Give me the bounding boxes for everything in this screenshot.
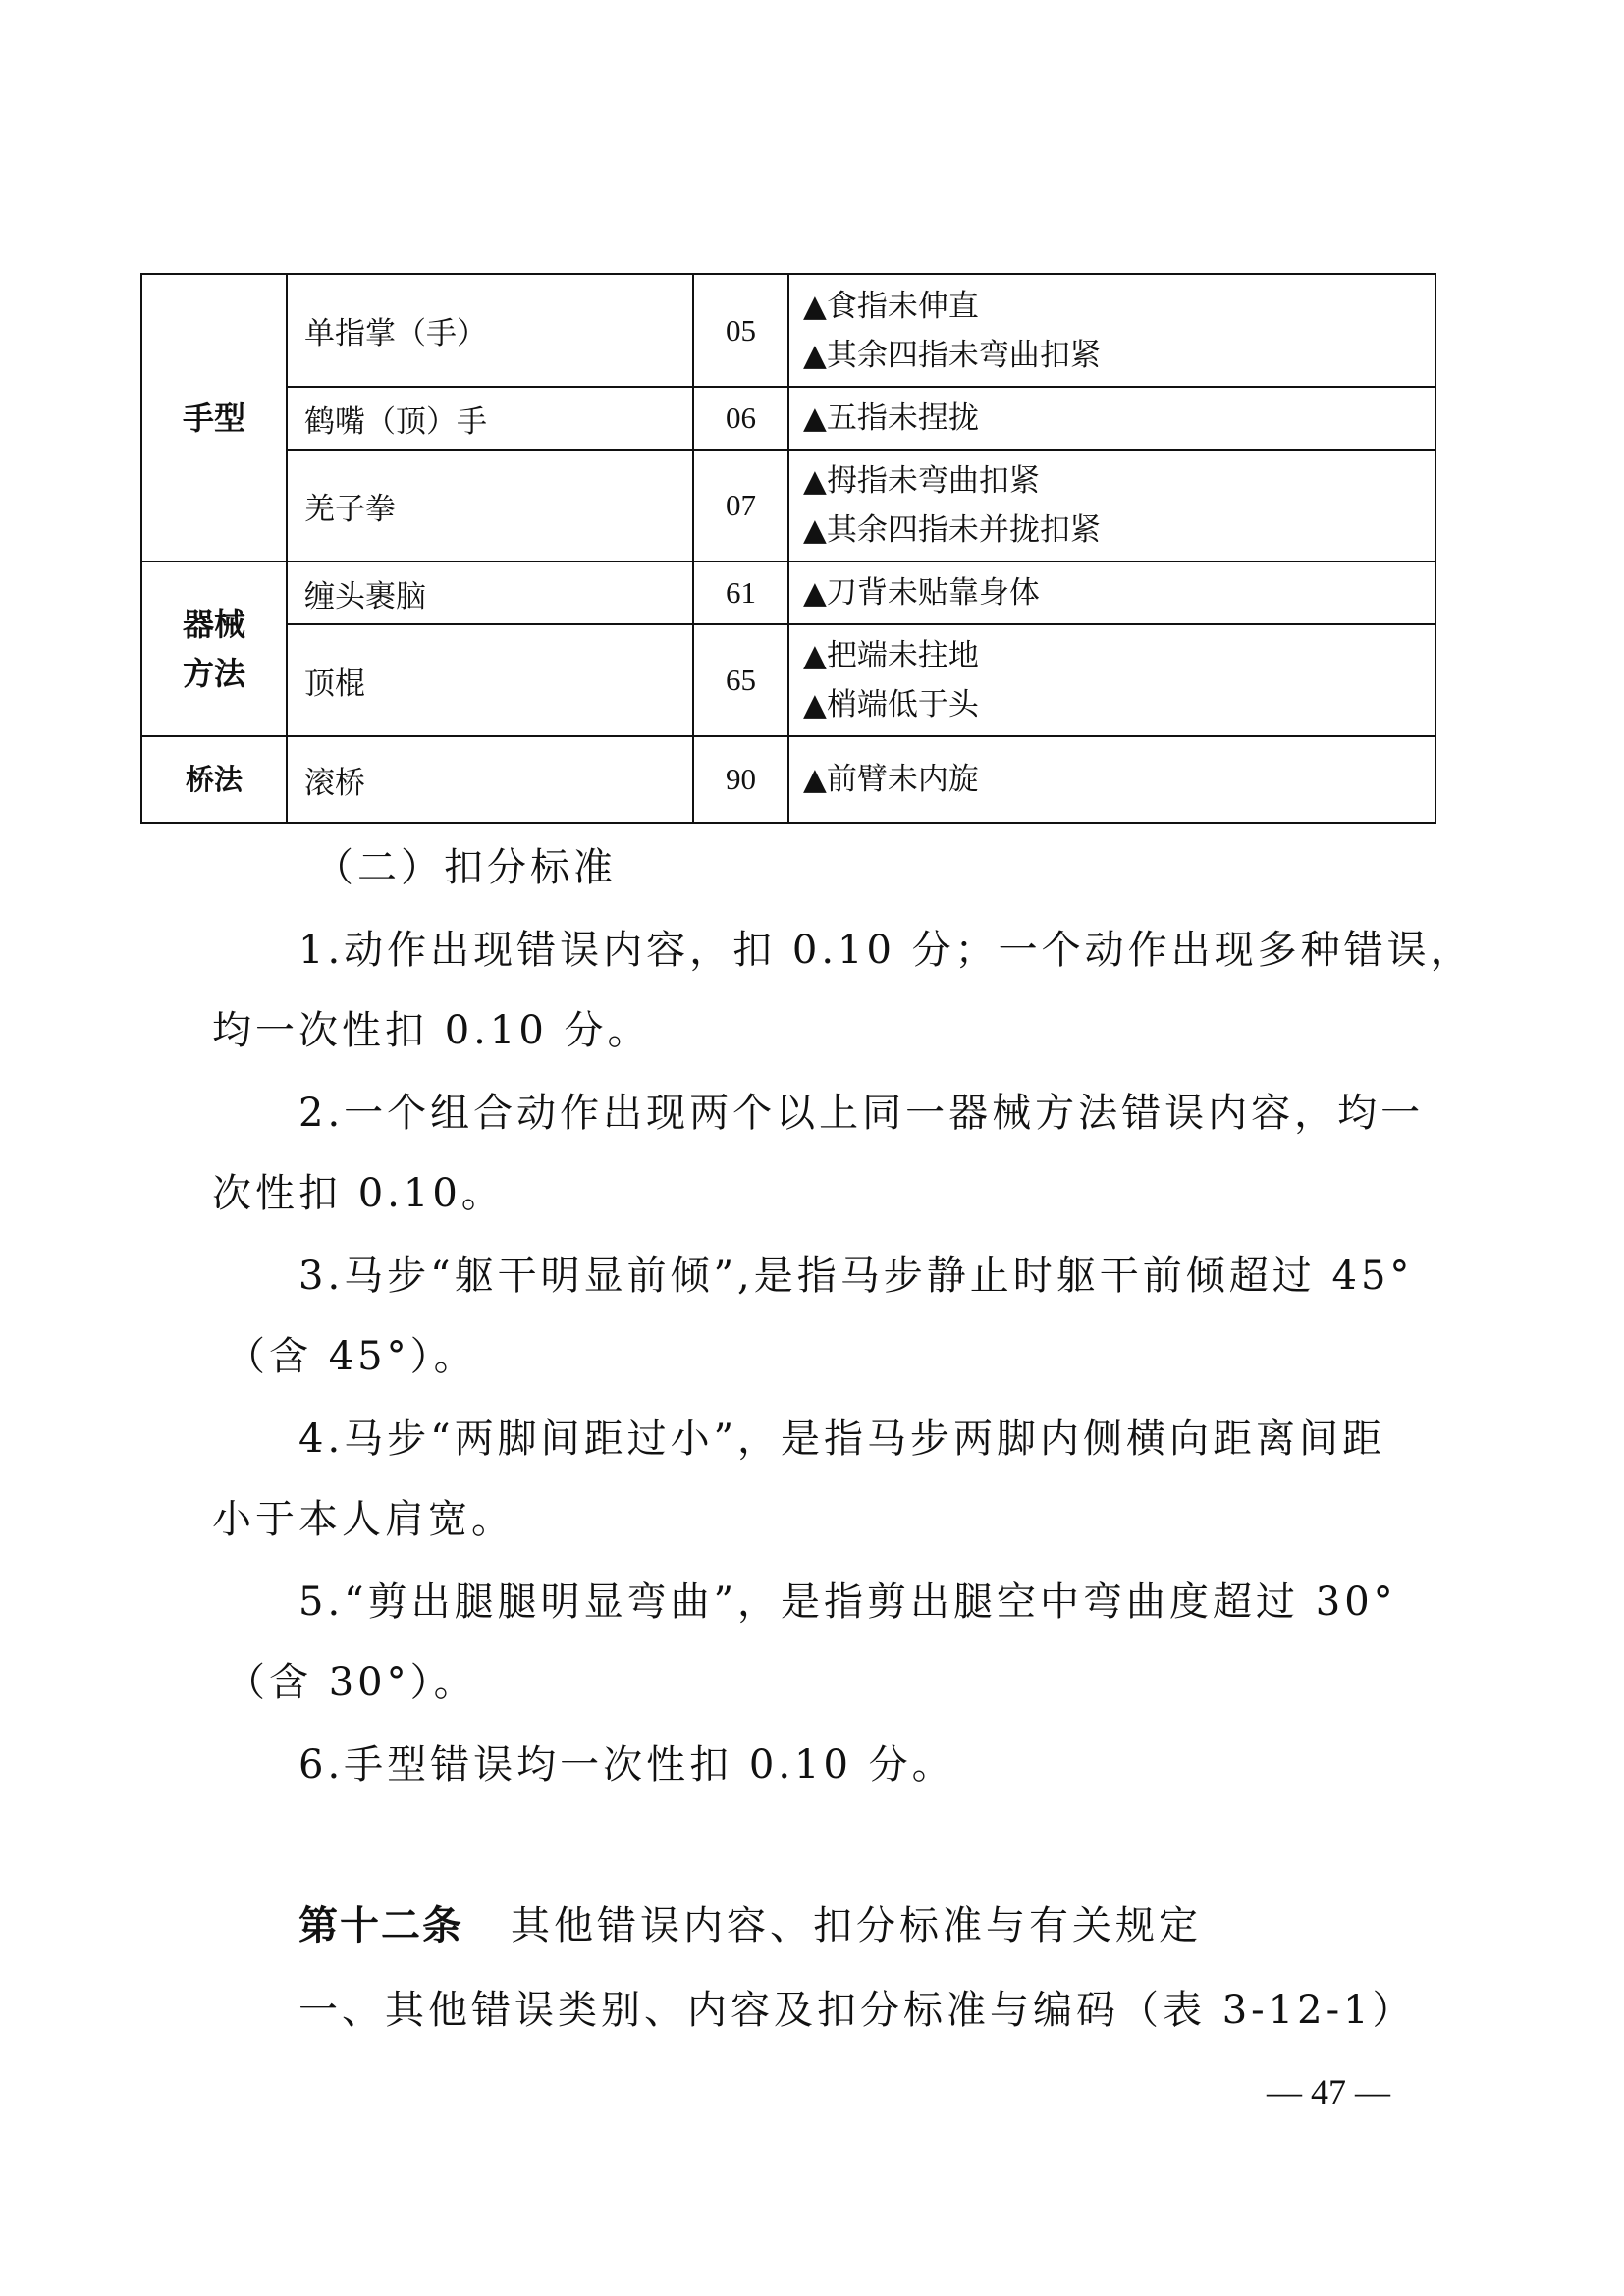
paragraph-3-line-2: （含 45°）。 [226, 1334, 477, 1379]
table-row [141, 274, 1435, 387]
paragraph-1-line-2: 均一次性扣 0.10 分。 [212, 1008, 651, 1053]
movement-name-cell: 滚桥 [287, 736, 693, 823]
error-item: ▲食指未伸直 [803, 288, 979, 324]
code-cell: 61 [693, 561, 788, 624]
paragraph-5-line-1: 5.“剪出腿腿明显弯曲”，是指剪出腿空中弯曲度超过 30° [298, 1579, 1397, 1625]
error-item: ▲五指未捏拢 [803, 400, 979, 436]
table-row [141, 736, 1435, 823]
error-content-cell [788, 561, 1435, 624]
error-item: ▲拇指未弯曲扣紧 [803, 463, 1040, 499]
movement-name-cell: 缠头裹脑 [287, 561, 693, 624]
page-number: — 47 — [1267, 2072, 1390, 2111]
movement-name-cell: 鹤嘴（顶）手 [287, 387, 693, 450]
error-item: ▲其余四指未弯曲扣紧 [803, 337, 1101, 373]
table-row [141, 450, 1435, 561]
code-cell: 06 [693, 387, 788, 450]
error-content-cell [788, 274, 1435, 387]
article-number: 第十二条 [298, 1903, 463, 1949]
paragraph-3-line-1: 3.马步“躯干明显前倾”,是指马步静止时躯干前倾超过 45° [298, 1254, 1414, 1299]
table-row [141, 624, 1435, 736]
paragraph-4-line-1: 4.马步“两脚间距过小”，是指马步两脚内侧横向距离间距 [298, 1416, 1386, 1462]
error-item: ▲其余四指未并拢扣紧 [803, 512, 1101, 548]
code-cell: 65 [693, 624, 788, 736]
article-heading [298, 1895, 1202, 1950]
error-content-cell [788, 736, 1435, 823]
error-item: ▲梢端低于头 [803, 687, 979, 722]
error-table [140, 273, 1436, 824]
subheading: （二）扣分标准 [314, 845, 617, 890]
paragraph-5-line-2: （含 30°）。 [226, 1660, 477, 1705]
movement-name-cell: 单指掌（手） [287, 274, 693, 387]
paragraph-6-line-1: 6.手型错误均一次性扣 0.10 分。 [298, 1742, 955, 1788]
paragraph-2-line-1: 2.一个组合动作出现两个以上同一器械方法错误内容，均一 [298, 1091, 1425, 1136]
paragraph-2-line-2: 次性扣 0.10。 [212, 1171, 505, 1216]
code-cell: 05 [693, 274, 788, 387]
error-item: ▲刀背未贴靠身体 [803, 575, 1040, 611]
article-title: 其他错误内容、扣分标准与有关规定 [511, 1903, 1202, 1949]
section-line: 一、其他错误类别、内容及扣分标准与编码（表 3-12-1） [298, 1988, 1416, 2033]
category-cell: 器械 方法 [141, 561, 287, 736]
paragraph-1-line-1: 1.动作出现错误内容，扣 0.10 分；一个动作出现多种错误， [298, 928, 1474, 973]
code-cell: 07 [693, 450, 788, 561]
error-content-cell [788, 387, 1435, 450]
table-row [141, 387, 1435, 450]
error-item: ▲前臂未内旋 [803, 762, 979, 797]
table-row [141, 561, 1435, 624]
category-cell: 手型 [141, 274, 287, 561]
error-content-cell [788, 450, 1435, 561]
paragraph-4-line-2: 小于本人肩宽。 [212, 1497, 514, 1542]
error-content-cell [788, 624, 1435, 736]
error-item: ▲把端未拄地 [803, 638, 979, 673]
code-cell: 90 [693, 736, 788, 823]
movement-name-cell: 羌子拳 [287, 450, 693, 561]
category-cell: 桥法 [141, 736, 287, 823]
movement-name-cell: 顶棍 [287, 624, 693, 736]
